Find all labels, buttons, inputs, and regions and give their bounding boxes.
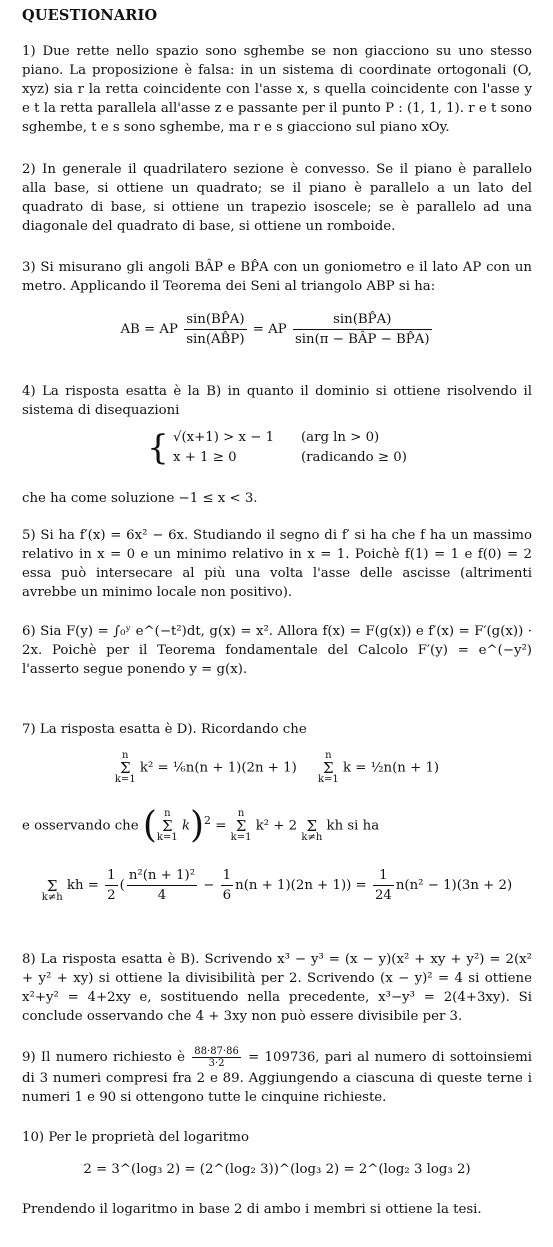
answer-6: 6) Sia F(y) = ∫₀ʸ e^(−t²)dt, g(x) = x². Allora f(x) = F(g(x)) e f′(x) = F′(g(x)) · 2x. Poichè per il Teorema fondamentale del Calcolo F′(y) = e^(−y²) l'asserto segue ponendo y = g(x). (22, 624, 532, 677)
sine-theorem-equation (22, 310, 532, 349)
fraction-1: $\frac{\sin(BP̂A)}{\sin(AB̂P)}$ (186, 312, 245, 347)
sum-symbol: n Σ k=1 (156, 808, 178, 843)
eq-mid: = AP (252, 322, 287, 337)
answer-5: 5) Si ha f′(x) = 6x² − 6x. Studiando il segno di f′ si ha che f ha un massimo relativo in x = 0 e un minimo relativo in x = 1. Poichè f(1) = 1 e f(0) = 2 essa può intersecare al più una volta l'asse delle ascisse (altrimenti avrebbe un minimo locale non positivo). (22, 528, 532, 600)
answer-8: 8) La risposta esatta è B). Scrivendo x³ − y³ = (x − y)(x² + xy + y²) = 2(x² + y² + xy) si ottiene la divisibilità per 2. Scrivendo (x − y)² = 4 si ottiene x²+y² = 4+2xy e, sostituendo nella precedente, x³−y³ = 2(4+3xy). Si conclude osservando che 4 + 3xy non può essere divisibile per 3. (22, 952, 532, 1024)
mixed-sum-equation: Σ k≠h kh = $\frac{1}{2}$ ( $\frac{\text{n²(n + 1)²}}{4}$ − $\frac{1}{6}$ n(n + 1)(2n + 1)) = $\frac{1}{24}$ n(n² − 1)(3n + 2) (41, 868, 513, 903)
sum-symbol: n Σ k=1 (317, 750, 339, 785)
sum-symbol: Σ k≠h (41, 876, 63, 903)
answer-9: 9) Il numero richiesto è $\frac{88\cdot 87\cdot 86}{3\cdot 2}$ = 109736, pari al numero di sottoinsiemi di 3 numeri compresi fra 2 e 89. Aggiungendo a ciascuna di queste terne i numeri 1 e 90 si ottengono tutte le cinquine richieste. (22, 1046, 532, 1105)
answer-4: 4) La risposta esatta è la B) in quanto il dominio si ottiene risolvendo il sistema di disequazioni (22, 384, 532, 418)
sum-symbol: Σ k≠h (301, 817, 323, 843)
fraction-2: $\frac{\sin(BP̂A)}{\text{sin(π − BÂP − BP̂A)}}$ (294, 312, 430, 347)
sum-symbol: n Σ k=1 (114, 750, 136, 785)
sum-symbol: n Σ k=1 (230, 808, 252, 843)
system-brace: { (147, 428, 169, 468)
answer-1: 1) Due rette nello spazio sono sghembe se non giacciono su uno stesso piano. La proposizione è falsa: in un sistema di coordinate ortogonali (O, xyz) sia r la retta coincidente con l'asse x, s quella coincidente con l'asse y e t la retta parallela all'asse z e passante per il punto P : (1, 1, 1). r e t sono sghembe, t e s sono sghembe, ma r e s giacciono sul piano xOy. (22, 44, 532, 135)
binomial-fraction: $\frac{88\cdot 87\cdot 86}{3\cdot 2}$ (194, 1046, 239, 1069)
page-title: QUESTIONARIO (22, 7, 158, 24)
eq-lhs: AB = AP (120, 322, 178, 337)
answer-10-conclusion: Prendendo il logaritmo in base 2 di ambo i membri si ottiene la tesi. (22, 1202, 482, 1217)
inequality-system: { √(x+1) > x − 1 (arg ln > 0) x + 1 ≥ 0 (radicando ≥ 0) (147, 428, 407, 468)
answer-2: 2) In generale il quadrilatero sezione è convesso. Se il piano è parallelo alla base, si ottiene un quadrato; se il piano è parallelo a un lato del quadrato di base, si ottiene un trapezio isoscele; se è parallelo ad una diagonale del quadrato di base, si ottiene un romboide. (22, 162, 532, 234)
answer-7: 7) La risposta esatta è D). Ricordando che (22, 722, 307, 737)
sum-formulas: n Σ k=1 k² = ⅙n(n + 1)(2n + 1) n Σ k=1 k = ½n(n + 1) (114, 750, 440, 785)
logarithm-equation: 2 = 3^(log₃ 2) = (2^(log₂ 3))^(log₃ 2) = 2^(log₂ 3 log₃ 2) (83, 1162, 471, 1177)
answer-4-solution: che ha come soluzione −1 ≤ x < 3. (22, 491, 258, 506)
sum-square-expansion: e osservando che ( n Σ k=1 k)$^2$ = n Σ k=1 k² + 2 Σ k≠h kh si ha (22, 805, 380, 846)
answer-3: 3) Si misurano gli angoli BÂP e BP̂A con un goniometro e il lato AP con un metro. Applicando il Teorema dei Seni al triangolo ABP si ha: (22, 260, 532, 294)
answer-10: 10) Per le proprietà del logaritmo (22, 1130, 249, 1145)
